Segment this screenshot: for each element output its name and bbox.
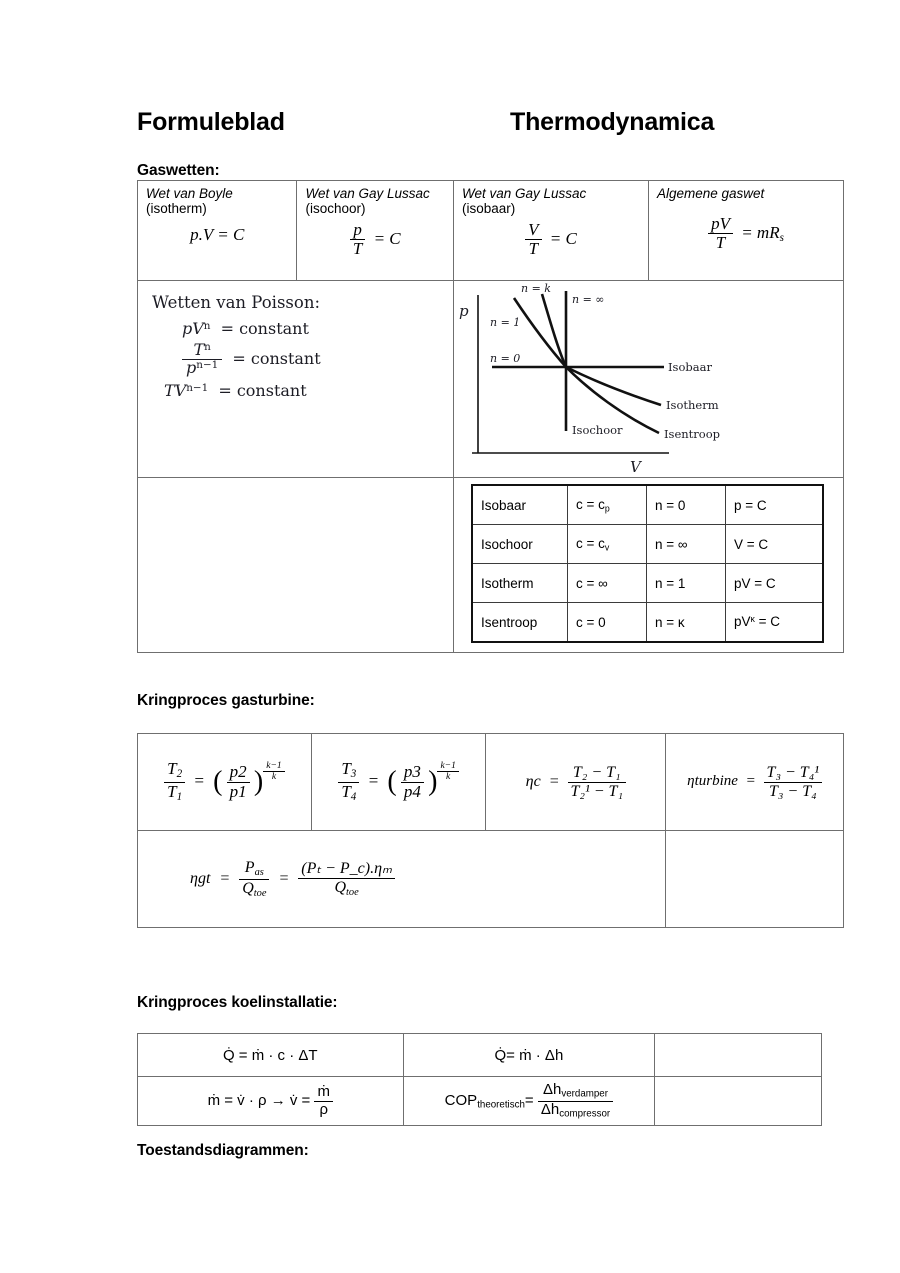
cell-empty-left (138, 478, 454, 653)
table-row (472, 485, 823, 525)
iso-cell-relation: p = C (725, 485, 823, 525)
iso-cell-n: n = 0 (646, 485, 725, 525)
table-row (472, 525, 823, 564)
f1-exp-num: k−1 (263, 761, 284, 772)
pv-label-n-eq-1: n = 1 (489, 316, 521, 329)
iso-properties-table (471, 484, 824, 643)
formula-t2-t1: $\frac{T_2}{T_1}$ = ( $\frac{p2}{p1}$ ) $\frac{k-1}{k}$ (164, 771, 285, 790)
cell-mass-flow (138, 1077, 404, 1126)
table-row (138, 1077, 822, 1126)
f5-num1-sub: as (254, 867, 264, 879)
f4-den: T₃ − T₄ (768, 782, 817, 800)
table-row (138, 831, 844, 928)
formula-gay-lussac-isobaar (462, 221, 640, 259)
formula-boyle: p.V = C (190, 225, 245, 244)
poisson-eq2-rhs: = constant (232, 348, 321, 368)
poisson-equation-3 (138, 378, 453, 403)
law-subtitle: (isotherm) (146, 201, 207, 216)
fraction-numerator: pV (708, 215, 733, 234)
iso-cell-process: Isotherm (472, 564, 568, 603)
pv-axis-label-V: V (629, 458, 641, 476)
formula-gay-lussac-isochoor (305, 221, 445, 259)
document-title-row (137, 108, 847, 142)
formula-rhs-subscript: s (779, 231, 784, 244)
pv-axis-label-p: p (458, 302, 469, 320)
cell-algemene-gaswet (648, 181, 843, 281)
iso-relation-base: pV (733, 614, 751, 630)
table-row (138, 478, 844, 653)
cop-num-sub: verdamper (561, 1088, 608, 1100)
table-row (472, 603, 823, 643)
formula-eta-gt: ηgt = $\frac{P_{as}}{Q_{toe}}$ = $\frac{\text{(Pₜ − P\_c).ηₘ}}{Q_{toe}}$ (190, 870, 395, 887)
f2-rhs-den: p4 (403, 781, 421, 801)
pv-curve-nk-upper (542, 294, 566, 367)
f1-rhs-den: p1 (229, 781, 247, 801)
heading-kringproces-koelinstallatie: Kringproces koelinstallatie: (137, 994, 338, 1011)
cell-empty-gasturbine (666, 831, 844, 928)
gaswetten-table (137, 180, 844, 653)
poisson-eq1-exponent: n (203, 320, 211, 333)
formula-rhs: = C (373, 228, 401, 248)
mass-flow-num: ṁ (314, 1084, 333, 1101)
f3-den: T₂¹ − T₁ (570, 782, 624, 800)
formula-mass-flow (207, 1083, 333, 1118)
pv-label-isochoor: Isochoor (571, 423, 623, 437)
cell-wetten-van-poisson (138, 281, 454, 478)
f1-lhs-den-sub: 1 (176, 790, 183, 803)
formula-rhs: = C (549, 228, 577, 248)
law-title: Wet van Boyle (146, 186, 233, 201)
pv-label-n-eq-k: n = k (520, 282, 551, 295)
cell-eta-gasturbine (138, 831, 666, 928)
f1-lhs-num-sub: 2 (176, 768, 183, 781)
pv-label-isotherm: Isotherm (665, 398, 719, 412)
iso-cell-relation: pV = C (725, 564, 823, 603)
f5-den1: Q (242, 879, 254, 897)
cop-num-base: Δh (542, 1081, 562, 1099)
iso-cell-process: Isentroop (472, 603, 568, 643)
fraction-denominator: T (528, 239, 539, 259)
f1-lhs-num: T (167, 759, 177, 779)
f2-lhs-num: T (341, 759, 351, 779)
pv-label-isobaar: Isobaar (667, 360, 712, 374)
cop-subscript: theoretisch (477, 1099, 525, 1111)
law-title: Algemene gaswet (656, 186, 765, 201)
poisson-eq2-num-exponent: n (204, 341, 211, 354)
cell-temp-ratio-compressor (138, 734, 312, 831)
f5-den2-sub: toe (346, 886, 359, 898)
poisson-equation-1 (138, 316, 453, 341)
table-row (138, 281, 844, 478)
cell-gay-lussac-isobaar (453, 181, 648, 281)
poisson-eq2-den-base: p (186, 357, 197, 377)
pv-diagram-svg (454, 281, 842, 477)
heading-gaswetten: Gaswetten: (137, 162, 220, 179)
iso-cell-n: n = ∞ (646, 525, 725, 564)
poisson-eq3-rhs: = constant (218, 380, 307, 400)
pv-diagram (454, 281, 843, 477)
page-title-right: Thermodynamica (510, 108, 715, 136)
cell-empty-koel-2 (655, 1077, 822, 1126)
iso-cell-c (567, 525, 646, 564)
iso-c-base: c = (575, 575, 599, 591)
formula-t3-t4: $\frac{T_3}{T_4}$ = ( $\frac{p3}{p4}$ ) $\frac{k-1}{k}$ (338, 771, 459, 790)
law-title: Wet van Gay Lussac (305, 186, 430, 201)
fraction-denominator: T (715, 233, 726, 253)
cop-label: COP (444, 1091, 478, 1109)
formula-eta-c: ηc = $\frac{\text{T₂ − T₁}}{\text{T₂¹ − T₁}}$ (526, 773, 626, 790)
cell-q-m-dh: Q̇= ṁ · Δh (403, 1034, 655, 1077)
table-row (138, 1034, 822, 1077)
table-row (138, 181, 844, 281)
iso-cell-relation: V = C (725, 525, 823, 564)
law-subtitle: (isochoor) (305, 201, 366, 216)
law-subtitle: (isobaar) (461, 201, 516, 216)
table-row (138, 734, 844, 831)
iso-c-base: c = c (575, 535, 605, 551)
f1-lhs-den: T (167, 781, 177, 801)
cop-equals: = (524, 1091, 534, 1109)
pv-curve-n1-upper (514, 298, 566, 367)
f2-lhs-num-sub: 3 (350, 768, 357, 781)
cell-empty-koel-1 (655, 1034, 822, 1077)
mass-flow-den: ρ (319, 1100, 328, 1118)
cell-q-mc-dt: Q̇ = ṁ · c · ΔT (138, 1034, 404, 1077)
f4-num: T₃ − T₄¹ (764, 764, 823, 782)
f5-num1: P (244, 859, 255, 877)
formula-algemene-gaswet (657, 215, 835, 253)
fraction-numerator: p (350, 221, 365, 240)
pv-label-isentroop: Isentroop (663, 427, 720, 441)
iso-cell-c (567, 485, 646, 525)
f5-den1-sub: toe (253, 887, 267, 899)
f2-exp-num: k−1 (437, 761, 458, 772)
f2-lhs-den-sub: 4 (350, 790, 357, 803)
f2-rhs-num: p3 (401, 763, 424, 782)
page-title-left: Formuleblad (137, 108, 285, 136)
f2-exp-den: k (446, 772, 451, 783)
f5-lhs: ηgt (190, 869, 211, 887)
pv-label-n-eq-inf: n = ∞ (571, 293, 605, 306)
poisson-eq2-num-base: T (193, 340, 205, 359)
iso-relation-superscript: κ (750, 614, 755, 625)
iso-cell-relation (725, 603, 823, 643)
formula-eta-turbine: ηturbine = $\frac{\text{T₃ − T₄¹}}{\text{T₃ − T₄}}$ (687, 773, 822, 789)
cop-den-base: Δh (540, 1100, 560, 1118)
f3-num: T₂ − T₁ (568, 764, 627, 782)
mass-flow-lhs: ṁ = v̇ · ρ → v̇ = (207, 1091, 311, 1109)
cop-den-sub: compressor (559, 1108, 611, 1120)
fraction-numerator: V (525, 221, 541, 240)
heading-kringproces-gasturbine: Kringproces gasturbine: (137, 692, 315, 709)
iso-c-base: c = c (575, 496, 605, 512)
iso-cell-n: n = 1 (646, 564, 725, 603)
poisson-eq3-base: TV (164, 380, 187, 400)
pv-curve-isotherm (566, 367, 661, 405)
f5-den2: Q (334, 878, 347, 896)
iso-cell-c: c = 0 (567, 603, 646, 643)
poisson-eq1-rhs: = constant (220, 319, 309, 338)
f2-lhs-den: T (341, 781, 351, 801)
iso-c-subscript: p (604, 503, 610, 514)
heading-toestandsdiagrammen: Toestandsdiagrammen: (137, 1142, 309, 1159)
pv-label-n-eq-0: n = 0 (489, 352, 521, 365)
poisson-eq3-exponent: n−1 (186, 381, 209, 394)
iso-cell-process: Isobaar (472, 485, 568, 525)
f3-lhs: ηc (525, 772, 541, 790)
iso-cell-n: n = κ (646, 603, 725, 643)
cell-temp-ratio-turbine (311, 734, 486, 831)
cell-eta-turbine (666, 734, 844, 831)
cell-cop (403, 1077, 655, 1126)
fraction-denominator: T (352, 239, 363, 259)
f5-num2: (Pₜ − P_c).ηₘ (298, 860, 395, 878)
poisson-eq2-den-exponent: n−1 (196, 358, 219, 371)
cell-iso-table-holder (453, 478, 843, 653)
iso-cell-process: Isochoor (472, 525, 568, 564)
f1-exp-den: k (271, 772, 277, 783)
poisson-eq1-base: pV (182, 319, 204, 338)
cell-wet-van-boyle (138, 181, 297, 281)
cell-pv-diagram (453, 281, 843, 478)
koelinstallatie-table (137, 1033, 822, 1126)
iso-cell-c: c = ∞ (567, 564, 646, 603)
f1-rhs-num: p2 (227, 763, 250, 782)
formula-rhs-text: = mR (741, 222, 780, 242)
table-row (472, 564, 823, 603)
iso-relation-tail: = C (754, 614, 781, 630)
iso-c-subscript: v (604, 542, 610, 553)
gasturbine-table (137, 733, 844, 928)
cell-gay-lussac-isochoor (297, 181, 454, 281)
law-title: Wet van Gay Lussac (461, 186, 587, 201)
poisson-title: Wetten van Poisson: (152, 293, 321, 312)
cell-eta-compressor (486, 734, 666, 831)
poisson-equation-2 (138, 341, 453, 378)
formula-rhs (741, 223, 784, 242)
f4-lhs: ηturbine (687, 773, 738, 790)
